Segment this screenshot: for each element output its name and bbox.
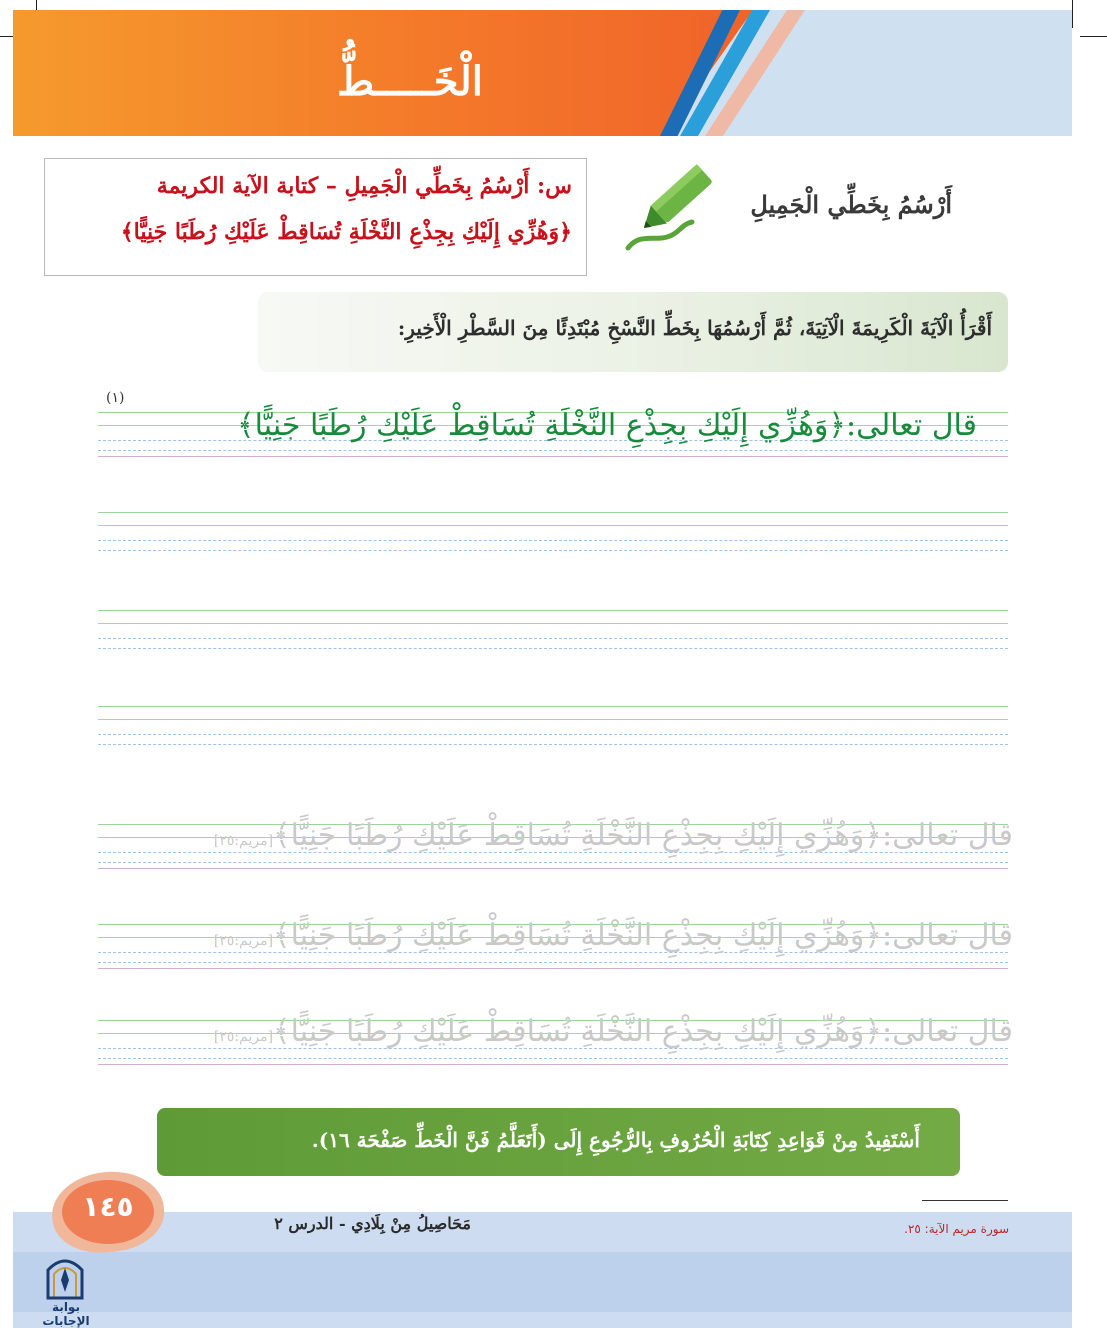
footnote-marker: (١) [106,390,125,406]
tip-text: أَسْتَفِيدُ مِنْ قَوَاعِدِ كِتَابَةِ الْحُرُوفِ بِالرُّجُوعِ إِلَى (أَتَعَلَّمُ فَنَّ الْخَطِّ صَفْحَة ١٦). [311,1128,920,1152]
crop-mark [1072,0,1073,28]
question-line-2: ﴿وَهُزِّي إِلَيْكِ بِجِذْعِ النَّخْلَةِ تُسَاقِطْ عَلَيْكِ رُطَبًا جَنِيًّا﴾ [120,219,572,245]
trace-verse [214,818,1013,853]
footnote-text: سورة مريم الآية: ٢٥. [904,1222,1009,1236]
logo-text: بوابة الإجابات [42,1300,90,1328]
footnote-rule [922,1200,1008,1201]
page-number: ١٤٥ [82,1190,134,1223]
model-verse: قال تعالى:﴿وَهُزِّي إِلَيْكِ بِجِذْعِ النَّخْلَةِ تُسَاقِطْ عَلَيْكِ رُطَبًا جَنِيًّا﴾ [237,408,977,443]
trace-verse [214,1014,1013,1049]
instruction-banner [258,292,1008,372]
page-title: الْخَـــــطُّ [337,58,483,105]
trace-verse-text: قال تعالى:﴿وَهُزِّي إِلَيْكِ بِجِذْعِ النَّخْلَةِ تُسَاقِطْ عَلَيْكِ رُطَبًا جَنِيًّا﴾ [273,818,1013,853]
writing-line-group[interactable] [98,706,1008,750]
trace-verse-source: [مريم:٢٥] [213,1029,274,1045]
trace-verse-source: [مريم:٢٥] [213,833,274,849]
section-title: أَرْسُمُ بِخَطِّي الْجَمِيلِ [750,190,952,219]
tip-banner [157,1108,960,1176]
trace-verse-text: قال تعالى:﴿وَهُزِّي إِلَيْكِ بِجِذْعِ النَّخْلَةِ تُسَاقِطْ عَلَيْكِ رُطَبًا جَنِيًّا﴾ [273,918,1013,953]
writing-line-group[interactable] [98,512,1008,556]
trace-verse-text: قال تعالى:﴿وَهُزِّي إِلَيْكِ بِجِذْعِ النَّخْلَةِ تُسَاقِطْ عَلَيْكِ رُطَبًا جَنِيًّا﴾ [273,1014,1013,1049]
logo-icon [44,1254,86,1300]
question-line-1: س: أَرْسُمُ بِخَطِّي الْجَمِيلِ – كتابة الآية الكريمة [156,173,572,199]
question-box [44,158,587,276]
pen-icon [618,150,730,262]
writing-line-group[interactable] [98,610,1008,654]
lesson-label: مَحَاصِيلُ مِنْ بِلَادِي - الدرس ٢ [274,1214,471,1233]
crop-mark [1080,36,1107,37]
trace-verse-source: [مريم:٢٥] [213,933,274,949]
footer-band [13,1252,1072,1312]
instruction-text: أَقْرَأُ الْآيَةَ الْكَرِيمَةَ الْآتِيَةَ، ثُمَّ أَرْسُمُهَا بِخَطِّ النَّسْخِ مُبْتَدِئًا مِنَ السَّطْرِ الْأَخِيرِ: [397,316,992,340]
trace-verse [214,918,1013,953]
